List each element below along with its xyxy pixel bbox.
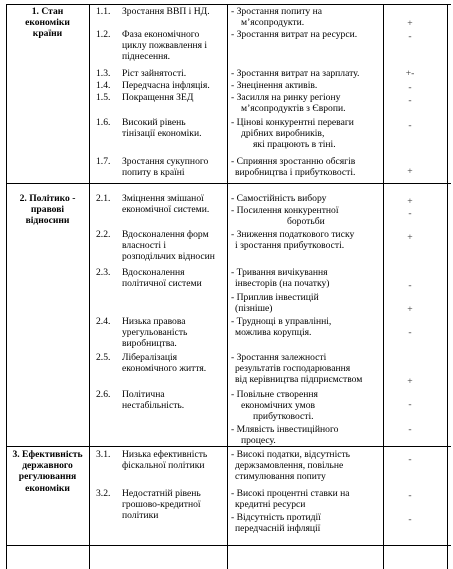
effect-text: - Знецінення активів. [231,80,318,91]
impact-mark: - [408,95,412,106]
subfactor-number: 1.6. [96,117,111,128]
subfactor-text: Зростання ВВП і НД. [122,6,210,17]
effect-text: - Посилення конкурентної боротьби [231,205,339,228]
impact-mark: - [408,280,412,291]
table-border-top [6,4,451,5]
effect-text: - Високі податки, відсутність держзамовлення, повільне стимулювання попиту [231,449,351,483]
impact-mark: + [407,18,413,29]
impact-mark: - [408,120,412,131]
table-border-bottom [6,545,451,546]
effect-text: - Зростання витрат на ресурси. [231,29,358,40]
effect-text: - Високі процентні ставки на кредитні ресурси [231,488,350,511]
subfactor-text: Низька ефективність фіскальної політики [122,449,208,472]
effect-text: - Сприяння зростанню обсягів виробництва і прибутковості. [231,156,356,179]
factor-title: 3. Ефективність державного регулювання економіки [12,449,83,494]
row-divider [6,446,451,447]
impact-mark: + [407,166,413,177]
effect-text: - Зростання витрат на зарплату. [231,68,360,79]
factor-title: 1. Стан економіки країни [25,6,70,40]
effect-text: - Приплив інвестицій (пізніше) [231,292,319,315]
subfactor-text: Зростання сукупного попиту в країні [122,156,209,179]
effect-text: - Відсутність протидії передчасній інфляції [231,512,321,535]
subfactor-text: Недостатній рівень грошово-кредитної політики [122,488,201,522]
effect-text: - Зниження податкового тиску і зростання прибутковості. [231,229,355,252]
subfactor-text: Вдосконалення форм власності і розподільчих відносин [122,229,215,263]
row-divider [6,183,451,184]
impact-mark: - [408,424,412,435]
impact-mark: +- [405,68,415,79]
subfactor-number: 2.2. [96,229,111,240]
subfactor-text: Передчасна інфляція. [122,80,210,91]
effect-text: - Засилля на ринку регіону м’ясопродуктів з Європи. [231,92,346,115]
effect-text: - Цінові конкурентні переваги дрібних виробників, які працюють в тіні. [231,117,354,151]
subfactor-text: Зміцнення змішаної економічної системи. [122,193,210,216]
impact-mark: - [408,454,412,465]
subfactor-number: 1.3. [96,68,111,79]
subfactor-text: Політична нестабільність. [122,389,185,412]
column-divider [89,4,90,569]
subfactor-number: 1.4. [96,80,111,91]
impact-mark: + [407,376,413,387]
effect-text: - Тривання вичікування інвесторів (на початку) [231,267,330,290]
impact-mark: + [407,196,413,207]
subfactor-text: Низька правова урегульованість виробництва. [122,316,188,350]
impact-mark: + [407,304,413,315]
subfactor-number: 2.4. [96,316,111,327]
column-divider [227,4,228,569]
subfactor-number: 1.7. [96,156,111,167]
subfactor-number: 3.2. [96,488,111,499]
impact-mark: - [408,31,412,42]
subfactor-number: 1.1. [96,6,111,17]
effect-text: - Зростання залежності результатів господарювання від керівництва підприємством [231,352,363,386]
subfactor-number: 2.3. [96,267,111,278]
subfactor-text: Лібералізація економічного життя. [122,352,207,375]
column-divider [383,4,384,569]
subfactor-number: 2.6. [96,389,111,400]
effect-text: - Труднощі в управлінні, можлива корупція. [231,316,332,339]
subfactor-text: Вдосконалення політичної системи [122,267,202,290]
impact-mark: - [408,399,412,410]
impact-mark: - [408,514,412,525]
impact-mark: + [407,232,413,243]
factor-title: 2. Політико - правові відносини [19,193,76,227]
subfactor-text: Фаза економічного циклу пожвавлення і піднесення. [122,29,208,63]
impact-mark: - [408,82,412,93]
impact-mark: - [408,208,412,219]
impact-mark: - [408,490,412,501]
effect-text: - Самостійність вибору [231,193,327,204]
effect-text: - Млявість інвестиційного процесу. [231,424,339,447]
subfactor-number: 3.1. [96,449,111,460]
subfactor-text: Покращення ЗЕД [122,92,194,103]
subfactor-text: Ріст зайнятості. [122,68,187,79]
effect-text: - Повільне створення економічних умов прибутковості. [231,389,318,423]
impact-mark: - [408,327,412,338]
effect-text: - Зростання попиту на м’ясопродукти. [231,6,322,29]
subfactor-number: 2.5. [96,352,111,363]
subfactor-number: 1.2. [96,29,111,40]
table-border-right [447,4,448,569]
subfactor-number: 1.5. [96,92,111,103]
subfactor-text: Високий рівень тінізації економіки. [122,117,202,140]
subfactor-number: 2.1. [96,193,111,204]
